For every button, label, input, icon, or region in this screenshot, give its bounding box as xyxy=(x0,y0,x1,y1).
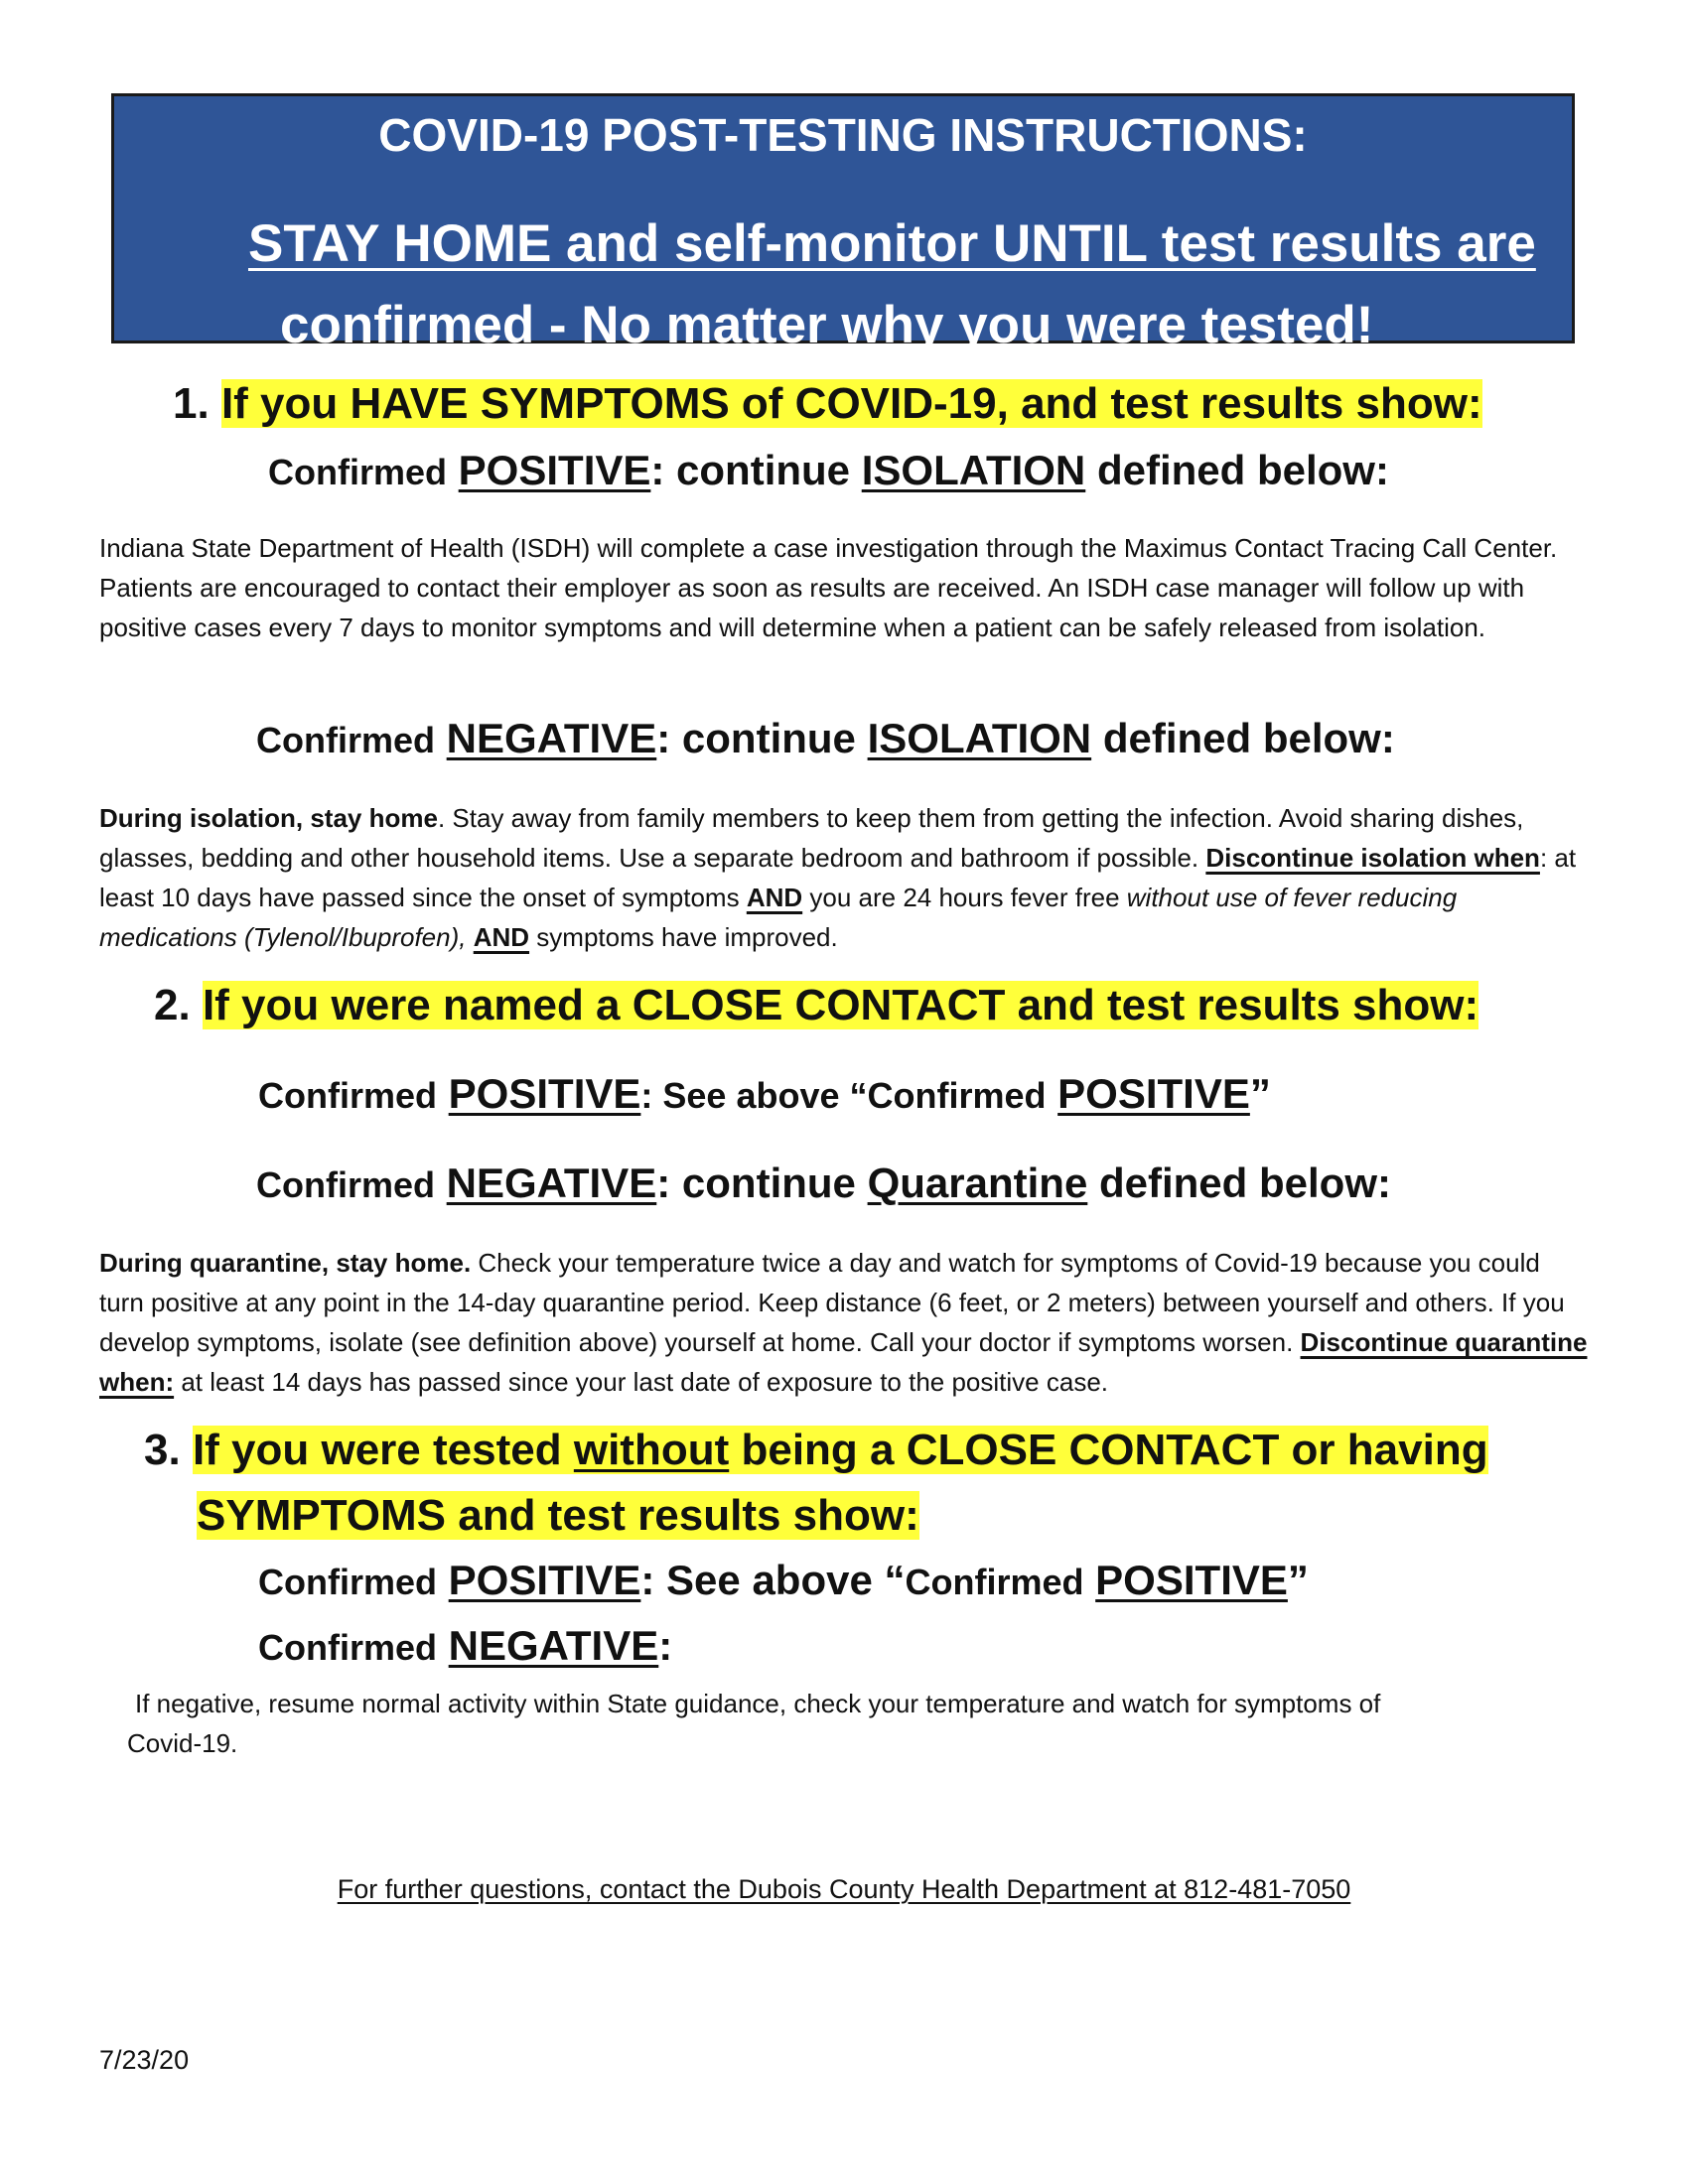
section-2-number: 2. xyxy=(154,981,191,1029)
close-quote: ” xyxy=(1287,1557,1309,1603)
banner-subtitle xyxy=(248,204,1572,366)
defined-below-label: defined below: xyxy=(1096,447,1389,493)
positive-label: POSITIVE xyxy=(448,1070,641,1117)
defined-below-label: defined below: xyxy=(1098,1160,1391,1206)
positive-label: POSITIVE xyxy=(1095,1557,1288,1603)
section-1-heading xyxy=(173,379,1482,429)
defined-below-label: defined below: xyxy=(1102,715,1395,761)
confirmed-label: Confirmed xyxy=(258,1562,437,1602)
positive-label: POSITIVE xyxy=(1057,1070,1250,1117)
and-label: AND xyxy=(473,922,530,952)
quarantine-text-2: at least 14 days has passed since your last date of exposure to the positive case. xyxy=(174,1367,1108,1397)
banner-title: COVID-19 POST-TESTING INSTRUCTIONS: xyxy=(378,109,1308,161)
section-1-heading-text: If you HAVE SYMPTOMS of COVID-19, and test results show: xyxy=(220,379,1482,428)
quarantine-paragraph xyxy=(99,1243,1589,1402)
s1-positive-heading xyxy=(268,447,1389,494)
confirmed-label: Confirmed xyxy=(258,1075,437,1116)
section-3-heading-line-2 xyxy=(197,1491,919,1541)
isolation-label: ISOLATION xyxy=(867,715,1092,761)
and-label: AND xyxy=(746,883,803,912)
continue-label: : continue xyxy=(650,447,851,493)
section-1-number: 1. xyxy=(173,379,210,428)
s3-negative-paragraph: If negative, resume normal activity within State guidance, check your temperature and watch for symptoms of Covid-19. xyxy=(127,1689,1381,1758)
quarantine-label: Quarantine xyxy=(867,1160,1088,1206)
discontinue-quarantine-label: Discontinue quarantine when: xyxy=(99,1327,1588,1397)
see-above-label: : See above “ xyxy=(640,1557,906,1603)
isolation-text-5: symptoms have improved. xyxy=(529,922,838,952)
continue-label: : continue xyxy=(656,715,856,761)
colon: : xyxy=(658,1622,673,1669)
heading-part-a: If you were tested xyxy=(192,1426,562,1474)
negative-label: NEGATIVE xyxy=(446,715,657,761)
heading-part-b: being a CLOSE CONTACT or having xyxy=(741,1426,1488,1474)
revision-date: 7/23/20 xyxy=(99,2045,190,2075)
quarantine-text-1: Check your temperature twice a day and watch for symptoms of Covid-19 because you could turn positive at any point in the 14-day quarantine period. Keep distance (6 feet, or 2 meters) between yourself and others. If you develop symptoms, isolate (see definition above) yourself at home. Call your doctor if symptoms worsen. xyxy=(99,1248,1565,1357)
banner-line-1: STAY HOME and self-monitor UNTIL test results are xyxy=(248,214,1536,273)
isolation-text-3: you are 24 hours fever free xyxy=(802,883,1127,912)
confirmed-label: Confirmed xyxy=(258,1627,437,1668)
positive-label: POSITIVE xyxy=(458,447,651,493)
isolation-lead: During isolation, stay home xyxy=(99,803,438,833)
isolation-label: ISOLATION xyxy=(861,447,1086,493)
s2-negative-heading xyxy=(256,1160,1391,1207)
confirmed-label: Confirmed xyxy=(905,1562,1084,1602)
section-3-heading-a xyxy=(193,1426,1488,1474)
section-2-heading-text: If you were named a CLOSE CONTACT and test results show: xyxy=(202,981,1479,1029)
s3-negative-heading xyxy=(258,1622,672,1670)
section-3-number: 3. xyxy=(144,1426,181,1474)
s1-negative-heading xyxy=(256,715,1395,762)
see-above-label: : See above “Confirmed xyxy=(640,1075,1047,1116)
s1-positive-paragraph: Indiana State Department of Health (ISDH) will complete a case investigation through the Maximus Contact Tracing Call Center. Patients are encouraged to contact their employer as soon as results are received. An ISDH case manager will follow up with positive cases every 7 days to monitor symptoms and will determine when a patient can be safely released from isolation. xyxy=(99,533,1558,642)
continue-label: : continue xyxy=(656,1160,856,1206)
positive-label: POSITIVE xyxy=(448,1557,641,1603)
isolation-text-2: : at least 10 days have passed since the onset of symptoms xyxy=(99,843,1577,912)
section-2-heading xyxy=(154,981,1478,1030)
isolation-paragraph xyxy=(99,798,1589,957)
confirmed-label: Confirmed xyxy=(256,720,435,760)
negative-label: NEGATIVE xyxy=(446,1160,657,1206)
s3-positive-heading xyxy=(258,1557,1309,1604)
isolation-text-4 xyxy=(466,922,473,952)
isolation-text-1: . Stay away from family members to keep them from getting the infection. Avoid sharing dishes, glasses, bedding and other household items. Use a separate bedroom and bathroom if possible. xyxy=(99,803,1524,873)
banner-line-2: confirmed - No matter why you were tested! xyxy=(280,296,1374,354)
section-3-heading-b: SYMPTOMS and test results show: xyxy=(197,1491,919,1540)
discontinue-isolation-label: Discontinue isolation when xyxy=(1205,843,1540,873)
isolation-italic: without use of fever reducing medications (Tylenol/Ibuprofen), xyxy=(99,883,1458,952)
without-label: without xyxy=(573,1426,730,1474)
contact-footer xyxy=(0,1874,1688,1905)
close-quote: ” xyxy=(1249,1070,1271,1117)
section-3-heading xyxy=(144,1426,1488,1475)
confirmed-label: Confirmed xyxy=(256,1164,435,1205)
quarantine-lead: During quarantine, stay home. xyxy=(99,1248,472,1278)
contact-text: For further questions, contact the Dubois County Health Department at 812-481-7050 xyxy=(337,1874,1351,1904)
confirmed-label: Confirmed xyxy=(268,452,447,492)
negative-label: NEGATIVE xyxy=(448,1622,659,1669)
s2-positive-heading xyxy=(258,1070,1271,1118)
title-banner xyxy=(111,93,1575,354)
